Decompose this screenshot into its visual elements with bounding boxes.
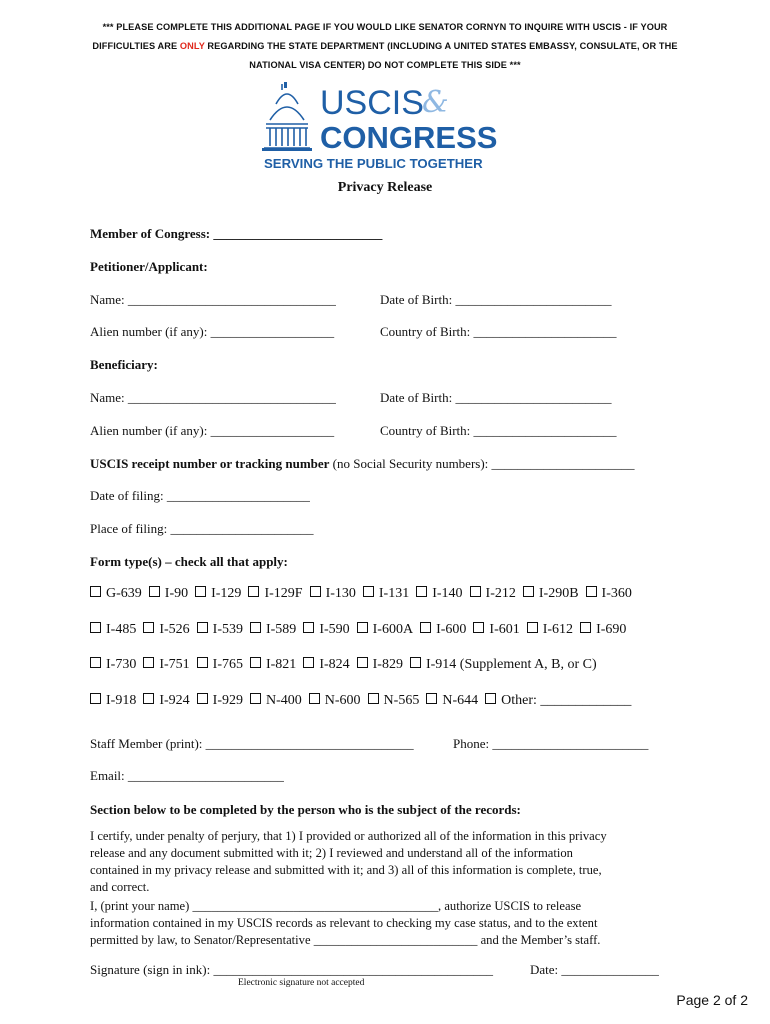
subject-section-heading: Section below to be completed by the person who is the subject of the records: bbox=[90, 802, 521, 817]
form-checkbox-item[interactable] bbox=[143, 657, 189, 672]
form-checkbox-item[interactable] bbox=[90, 586, 142, 601]
checkbox-icon[interactable] bbox=[309, 693, 320, 704]
checkbox-icon[interactable] bbox=[368, 693, 379, 704]
checkbox-icon[interactable] bbox=[523, 586, 534, 597]
member-of-congress-field[interactable]: Member of Congress: __________________________ bbox=[90, 226, 383, 241]
form-checkbox-item[interactable] bbox=[197, 657, 243, 672]
form-checkbox-item[interactable] bbox=[426, 693, 478, 708]
checkbox-icon[interactable] bbox=[357, 622, 368, 633]
logo-word-uscis: USCIS bbox=[320, 84, 424, 122]
beneficiary-heading: Beneficiary: bbox=[90, 357, 158, 372]
form-checkbox-item[interactable] bbox=[470, 586, 516, 601]
form-checkbox-item[interactable] bbox=[197, 622, 243, 637]
form-checkbox-label: I-924 bbox=[159, 693, 190, 708]
form-checkbox-item[interactable] bbox=[303, 657, 349, 672]
form-checkbox-label: I-131 bbox=[378, 586, 410, 601]
beneficiary-dob-field[interactable]: Date of Birth: ________________________ bbox=[380, 390, 612, 405]
checkbox-icon[interactable] bbox=[250, 693, 261, 704]
form-checkbox-item[interactable] bbox=[363, 586, 409, 601]
form-checkbox-label: I-612 bbox=[542, 622, 574, 637]
email-field[interactable]: Email: ________________________ bbox=[90, 768, 284, 783]
form-checkbox-label: I-485 bbox=[106, 622, 137, 637]
authorize-line: I, (print your name) _______________________________________, authorize USCIS to release bbox=[90, 899, 582, 913]
checkbox-icon[interactable] bbox=[143, 657, 154, 668]
petitioner-dob-field[interactable]: Date of Birth: ________________________ bbox=[380, 292, 612, 307]
form-checkbox-label: I-130 bbox=[325, 586, 356, 601]
checkbox-icon[interactable] bbox=[527, 622, 538, 633]
logo-tagline: SERVING THE PUBLIC TOGETHER bbox=[264, 156, 483, 171]
authorize-line: permitted by law, to Senator/Representative __________________________ and the Member’s staff. bbox=[90, 933, 601, 947]
instruction-notice bbox=[40, 18, 730, 75]
form-checkbox-label: I-590 bbox=[319, 622, 350, 637]
receipt-number-blank: (no Social Security numbers): ______________________ bbox=[329, 456, 635, 471]
checkbox-icon[interactable] bbox=[90, 586, 101, 597]
form-checkbox-item[interactable] bbox=[197, 693, 243, 708]
form-checkbox-item[interactable] bbox=[90, 693, 136, 708]
logo-ampersand: & bbox=[422, 85, 449, 120]
form-checkbox-label: I-765 bbox=[212, 657, 243, 672]
checkbox-icon[interactable] bbox=[195, 586, 206, 597]
authorize-line: information contained in my USCIS records as relevant to checking my case status, and to the extent bbox=[90, 916, 598, 930]
certify-line: I certify, under penalty of perjury, that 1) I provided or authorized all of the information in this privacy bbox=[90, 829, 607, 843]
form-checkbox-item[interactable] bbox=[90, 622, 136, 637]
form-checkbox-item[interactable] bbox=[310, 586, 356, 601]
petitioner-alien-number-field[interactable]: Alien number (if any): ___________________ bbox=[90, 324, 335, 339]
form-checkbox-label: I-824 bbox=[319, 657, 350, 672]
form-checkbox-item[interactable] bbox=[149, 586, 188, 601]
checkbox-icon[interactable] bbox=[485, 693, 496, 704]
form-checkbox-label: I-526 bbox=[159, 622, 190, 637]
form-checkbox-item[interactable] bbox=[586, 586, 632, 601]
checkbox-icon[interactable] bbox=[250, 622, 261, 633]
checkbox-icon[interactable] bbox=[586, 586, 597, 597]
certification-paragraph bbox=[90, 828, 670, 896]
form-checkbox-item[interactable] bbox=[420, 622, 466, 637]
petitioner-heading: Petitioner/Applicant: bbox=[90, 259, 208, 274]
petitioner-country-of-birth-field[interactable]: Country of Birth: ______________________ bbox=[380, 324, 617, 339]
receipt-number-field[interactable] bbox=[90, 456, 635, 472]
form-checkbox-label: I-589 bbox=[265, 622, 297, 637]
form-checkbox-row-1 bbox=[90, 586, 639, 602]
form-checkbox-item[interactable] bbox=[195, 586, 241, 601]
checkbox-icon[interactable] bbox=[420, 622, 431, 633]
phone-field[interactable]: Phone: ________________________ bbox=[453, 736, 649, 751]
checkbox-icon[interactable] bbox=[416, 586, 427, 597]
form-checkbox-label: I-140 bbox=[432, 586, 463, 601]
checkbox-icon[interactable] bbox=[426, 693, 437, 704]
checkbox-icon[interactable] bbox=[90, 657, 101, 668]
form-checkbox-label: I-601 bbox=[489, 622, 520, 637]
beneficiary-country-of-birth-field[interactable]: Country of Birth: ______________________ bbox=[380, 423, 617, 438]
checkbox-icon[interactable] bbox=[470, 586, 481, 597]
checkbox-icon[interactable] bbox=[197, 693, 208, 704]
form-checkbox-item[interactable] bbox=[250, 657, 296, 672]
logo-word-congress: CONGRESS bbox=[320, 120, 498, 155]
form-checkbox-row-2 bbox=[90, 622, 633, 638]
page-title: Privacy Release bbox=[337, 180, 433, 195]
checkbox-icon[interactable] bbox=[90, 693, 101, 704]
form-checkbox-item[interactable] bbox=[90, 657, 136, 672]
form-checkbox-label: I-690 bbox=[596, 622, 627, 637]
authorization-paragraph[interactable] bbox=[90, 898, 670, 949]
form-checkbox-row-4 bbox=[90, 693, 638, 709]
form-checkbox-item[interactable] bbox=[248, 586, 302, 601]
form-checkbox-label: N-400 bbox=[265, 693, 302, 708]
form-checkbox-item[interactable] bbox=[523, 586, 579, 601]
checkbox-icon[interactable] bbox=[410, 657, 421, 668]
beneficiary-name-field[interactable]: Name: ________________________________ bbox=[90, 390, 336, 405]
petitioner-name-field[interactable]: Name: ________________________________ bbox=[90, 292, 336, 307]
certify-line: contained in my privacy release and submitted with it; and 3) all of this information is complete, true, bbox=[90, 863, 602, 877]
form-checkbox-label: N-600 bbox=[324, 693, 361, 708]
notice-only-emphasis: ONLY bbox=[179, 41, 205, 51]
form-checkbox-item[interactable] bbox=[416, 586, 462, 601]
form-checkbox-label: N-644 bbox=[442, 693, 479, 708]
form-checkbox-label: I-829 bbox=[372, 657, 403, 672]
form-checkbox-item[interactable] bbox=[143, 693, 189, 708]
certify-line: release and any document submitted with it; 2) I reviewed and understand all of the information bbox=[90, 846, 573, 860]
form-checkbox-item[interactable] bbox=[303, 622, 349, 637]
form-checkbox-label: I-539 bbox=[212, 622, 243, 637]
checkbox-icon[interactable] bbox=[303, 622, 314, 633]
form-checkbox-label: I-821 bbox=[265, 657, 297, 672]
electronic-signature-note: Electronic signature not accepted bbox=[238, 978, 365, 988]
form-checkbox-item[interactable] bbox=[357, 622, 413, 637]
form-checkbox-label: I-929 bbox=[212, 693, 243, 708]
checkbox-icon[interactable] bbox=[473, 622, 484, 633]
page-number: Page 2 of 2 bbox=[676, 992, 748, 1008]
notice-line-3: NATIONAL VISA CENTER) DO NOT COMPLETE THIS SIDE *** bbox=[249, 60, 521, 70]
form-checkbox-label: I-600 bbox=[436, 622, 467, 637]
form-checkbox-item[interactable] bbox=[357, 657, 403, 672]
place-of-filing-field[interactable]: Place of filing: ______________________ bbox=[90, 521, 314, 536]
form-checkbox-row-3 bbox=[90, 657, 604, 673]
checkbox-icon[interactable] bbox=[250, 657, 261, 668]
form-checkbox-item[interactable] bbox=[143, 622, 189, 637]
form-checkbox-label: I-360 bbox=[601, 586, 632, 601]
checkbox-icon[interactable] bbox=[580, 622, 591, 633]
receipt-number-label: USCIS receipt number or tracking number bbox=[90, 456, 330, 471]
form-checkbox-item[interactable] bbox=[250, 693, 302, 708]
form-checkbox-label: I-600A bbox=[372, 622, 414, 637]
form-checkbox-item[interactable] bbox=[309, 693, 361, 708]
form-checkbox-label: I-212 bbox=[485, 586, 516, 601]
form-checkbox-item[interactable] bbox=[368, 693, 420, 708]
checkbox-icon[interactable] bbox=[303, 657, 314, 668]
form-checkbox-label: I-129F bbox=[264, 586, 303, 601]
form-checkbox-label: I-918 bbox=[106, 693, 137, 708]
form-checkbox-label: Other: _____________ bbox=[501, 693, 632, 708]
form-checkbox-item[interactable] bbox=[473, 622, 519, 637]
form-checkbox-item[interactable] bbox=[485, 693, 631, 708]
form-checkbox-label: I-914 (Supplement A, B, or C) bbox=[425, 657, 597, 672]
checkbox-icon[interactable] bbox=[197, 657, 208, 668]
form-checkbox-item[interactable] bbox=[580, 622, 626, 637]
capitol-dome-icon bbox=[262, 80, 512, 172]
form-checkbox-label: N-565 bbox=[383, 693, 420, 708]
checkbox-icon[interactable] bbox=[90, 622, 101, 633]
date-of-filing-field[interactable]: Date of filing: ______________________ bbox=[90, 488, 310, 503]
beneficiary-alien-number-field[interactable]: Alien number (if any): ___________________ bbox=[90, 423, 335, 438]
checkbox-icon[interactable] bbox=[143, 693, 154, 704]
form-checkbox-label: I-90 bbox=[164, 586, 189, 601]
form-checkbox-label: G-639 bbox=[106, 586, 142, 601]
form-checkbox-label: I-129 bbox=[211, 586, 242, 601]
form-types-heading: Form type(s) – check all that apply: bbox=[90, 554, 288, 569]
form-checkbox-item[interactable] bbox=[527, 622, 573, 637]
form-checkbox-label: I-290B bbox=[538, 586, 579, 601]
staff-member-field[interactable]: Staff Member (print): ________________________________ bbox=[90, 736, 414, 751]
form-checkbox-label: I-730 bbox=[106, 657, 137, 672]
uscis-congress-logo bbox=[262, 80, 512, 172]
notice-line-2 bbox=[40, 37, 730, 56]
signature-field[interactable]: Signature (sign in ink): ___________________________________________ bbox=[90, 962, 493, 977]
notice-line-2-suffix: REGARDING THE STATE DEPARTMENT (INCLUDING A UNITED STATES EMBASSY, CONSULATE, OR THE bbox=[204, 41, 678, 51]
signature-date-field[interactable]: Date: _______________ bbox=[530, 962, 659, 977]
certify-line: and correct. bbox=[90, 880, 150, 894]
notice-line-2-prefix: DIFFICULTIES ARE bbox=[92, 41, 180, 51]
checkbox-icon[interactable] bbox=[310, 586, 321, 597]
checkbox-icon[interactable] bbox=[149, 586, 160, 597]
checkbox-icon[interactable] bbox=[363, 586, 374, 597]
form-checkbox-item[interactable] bbox=[250, 622, 296, 637]
checkbox-icon[interactable] bbox=[143, 622, 154, 633]
form-checkbox-label: I-751 bbox=[159, 657, 190, 672]
form-checkbox-item[interactable] bbox=[410, 657, 597, 672]
checkbox-icon[interactable] bbox=[197, 622, 208, 633]
checkbox-icon[interactable] bbox=[357, 657, 368, 668]
checkbox-icon[interactable] bbox=[248, 586, 259, 597]
notice-line-1: *** PLEASE COMPLETE THIS ADDITIONAL PAGE IF YOU WOULD LIKE SENATOR CORNYN TO INQUIRE WITH USCIS - IF YOUR bbox=[102, 22, 668, 32]
